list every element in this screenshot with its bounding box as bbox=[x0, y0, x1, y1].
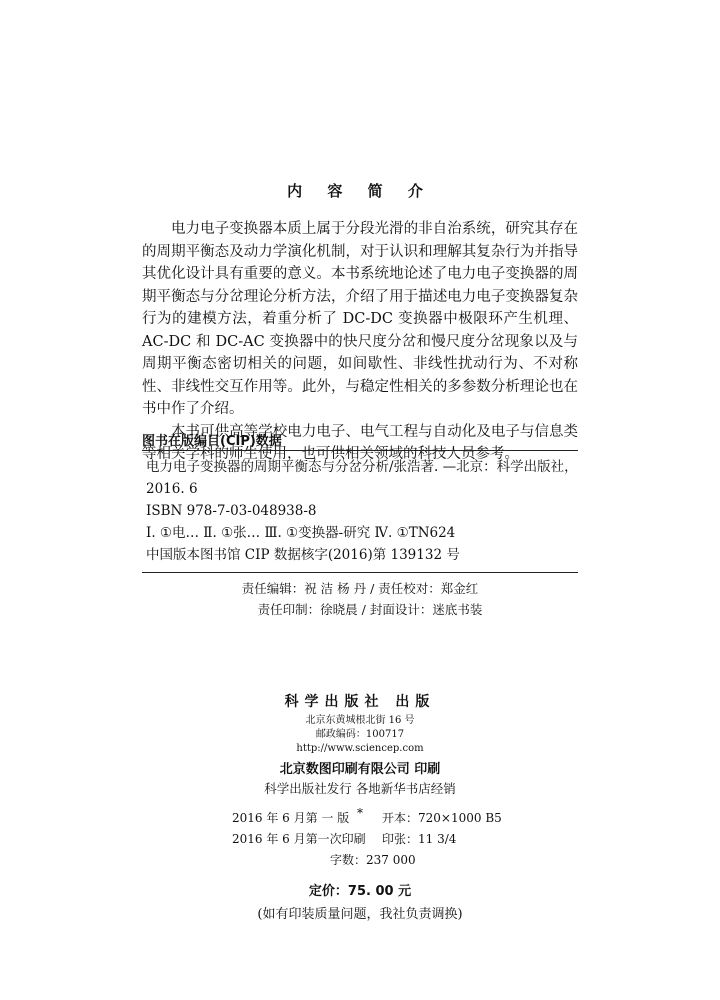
format-info: 开本：720×1000 B5 bbox=[382, 811, 502, 825]
editor-line: 责任编辑：祝 洁 杨 丹 / 责任校对：郑金红 bbox=[241, 581, 479, 596]
editors-block bbox=[0, 578, 720, 620]
summary-body bbox=[142, 218, 578, 466]
publisher-block bbox=[0, 690, 720, 824]
cip-isbn: ISBN 978-7-03-048938-8 bbox=[146, 503, 317, 519]
printer-name: 北京数图印刷有限公司 印刷 bbox=[279, 762, 441, 777]
cip-classification: Ⅰ. ①电… Ⅱ. ①张… Ⅲ. ①变换器-研究 Ⅳ. ①TN624 bbox=[146, 525, 456, 541]
cip-block bbox=[146, 456, 576, 566]
distribution-line: 科学出版社发行 各地新华书店经销 bbox=[264, 781, 456, 796]
cip-record-number: 中国版本图书馆 CIP 数据核字(2016)第 139132 号 bbox=[146, 547, 460, 563]
sheets-info: 印张：11 3/4 bbox=[382, 832, 457, 846]
printing-info: 2016 年 6 月第一次印刷 bbox=[232, 832, 366, 846]
word-count: 字数：237 000 bbox=[330, 853, 416, 867]
quality-notice: (如有印装质量问题，我社负责调换) bbox=[257, 907, 463, 922]
publisher-address: 北京东黄城根北街 16 号 bbox=[305, 715, 415, 726]
cip-book-entry-date: 2016. 6 bbox=[146, 481, 198, 497]
price: 定价：75. 00 元 bbox=[308, 884, 412, 899]
cip-book-entry: 电力电子变换器的周期平衡态与分岔分析/张浩著. —北京：科学出版社， bbox=[146, 459, 578, 475]
specs-block bbox=[0, 808, 720, 871]
summary-paragraph: 本书可供高等学校电力电子、电气工程与自动化及电子与信息类等相关学科的师生使用，也可供相关领域的科技人员参考。 bbox=[142, 423, 578, 462]
publisher-zip: 邮政编码：100717 bbox=[315, 729, 405, 740]
separator-star: * bbox=[357, 806, 363, 820]
publisher-name: 科学出版社 出版 bbox=[284, 694, 436, 710]
summary-title: 内 容 简 介 bbox=[287, 182, 433, 200]
cip-top-rule bbox=[142, 450, 578, 451]
cip-title: 图书在版编目(CIP)数据 bbox=[142, 434, 282, 449]
publisher-website: http://www.sciencep.com bbox=[296, 743, 424, 754]
edition-info: 2016 年 6 月第 一 版 bbox=[232, 811, 350, 825]
summary-paragraph: 电力电子变换器本质上属于分段光滑的非自治系统，研究其存在的周期平衡态及动力学演化机制，对于认识和理解其复杂行为并指导其优化设计具有重要的意义。本书系统地论述了电力电子变换器的周期平衡态与分岔理论分析方法，介绍了用于描述电力电子变换器复杂行为的建模方法，着重分析了 DC-DC 变换器中极限环产生机理、AC-DC 和 DC-AC 变换器中的快尺度分岔和慢尺度分岔现象以及与周期平衡态密切相关的问题，如间歇性、非线性扰动行为、不对称性、非线性交互作用等。此外，与稳定性相关的多参数分析理论也在书中作了介绍。 bbox=[142, 221, 578, 417]
cip-bottom-rule bbox=[142, 572, 578, 573]
production-line: 责任印制：徐晓晨 / 封面设计：迷底书装 bbox=[257, 602, 483, 617]
